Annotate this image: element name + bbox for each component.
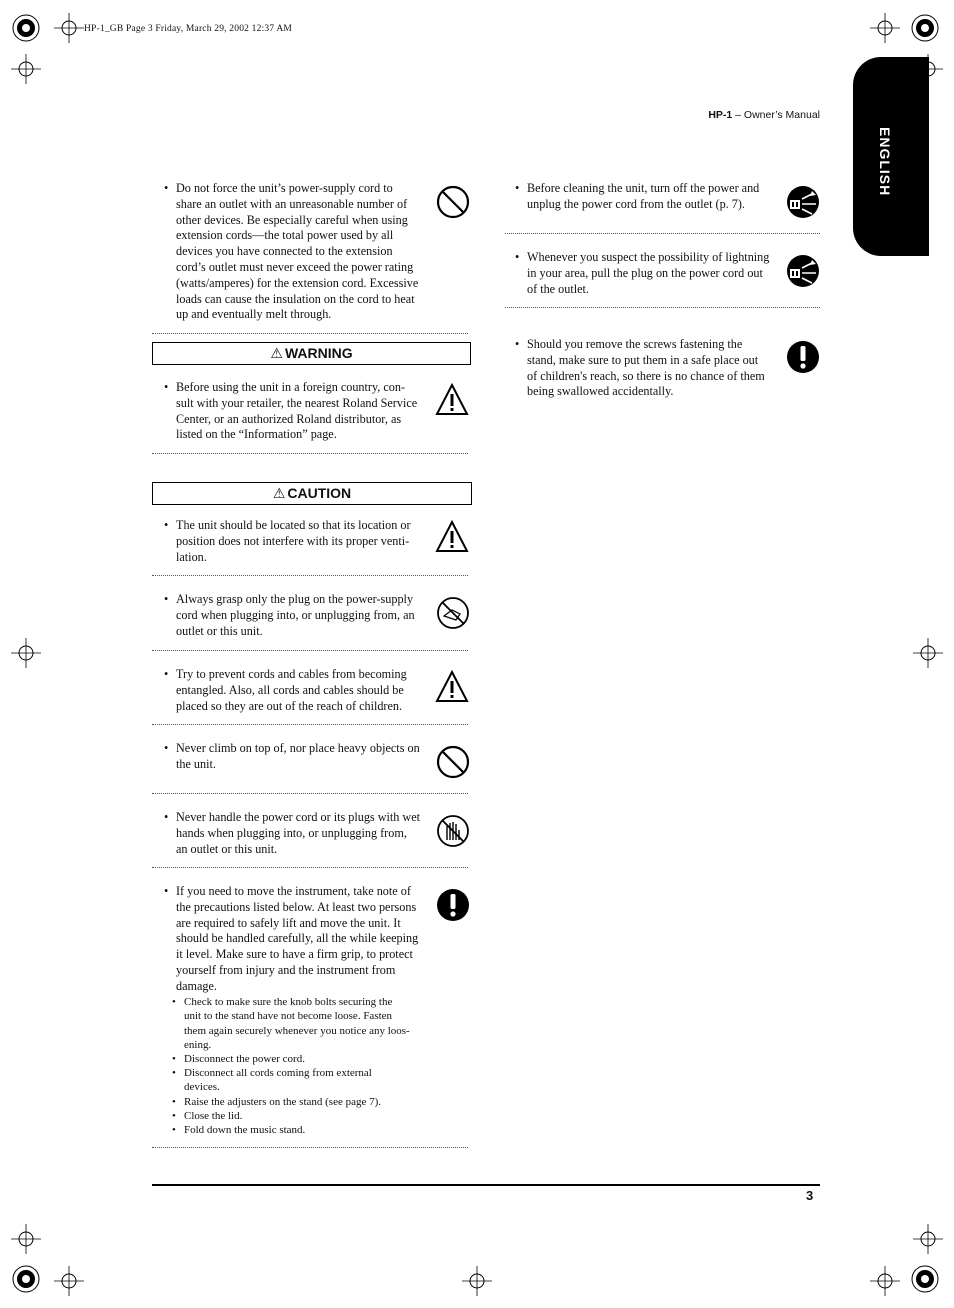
list-item: • Try to prevent cords and cables from becoming entangled. Also, all cords and cables should be placed so they are out of the reach of children. — [176, 667, 434, 714]
divider — [152, 453, 468, 454]
list-item: • Do not force the unit’s power-supply cord to share an outlet with an unreasonable number of other devices. Be especially careful when using extension cords—the total power used by all devices you have connected to the extension cord’s outlet must never exceed the power rating (watts/amperes) for the extension cord. Excessive loads can cause the insulation on the cord to heat up and eventually melt through. — [176, 181, 434, 323]
text-line: them again securely whenever you notice any loos- — [184, 1024, 410, 1037]
warning-triangle-icon — [435, 670, 469, 704]
text-line: position does not interfere with its proper venti- — [176, 533, 410, 548]
crosshair-mark-icon — [913, 638, 943, 668]
list-item: • Whenever you suspect the possibility of lightning in your area, pull the plug on the power cord out of the outlet. — [527, 250, 783, 297]
text-line: unplug the power cord from the outlet (p. 7). — [527, 196, 745, 211]
text-line: other devices. Be especially careful when using — [176, 212, 408, 227]
text-line: Before cleaning the unit, turn off the power and — [527, 181, 760, 195]
text-line: Before using the unit in a foreign country, con- — [176, 380, 406, 394]
prohibited-icon — [436, 185, 470, 219]
text-line: lation. — [176, 549, 207, 564]
unplug-icon — [786, 254, 820, 288]
crosshair-mark-icon — [54, 1266, 84, 1296]
text-line: Whenever you suspect the possibility of lightning — [527, 250, 770, 264]
divider — [152, 724, 468, 725]
text-line: the precautions listed below. At least two persons — [176, 899, 417, 914]
text-line: Center, or an authorized Roland distributor, as — [176, 411, 402, 426]
text-line: loads can cause the insulation on the cord to heat — [176, 291, 415, 306]
header-model: HP-1 — [708, 109, 733, 121]
sub-list-item: • Close the lid. — [184, 1109, 432, 1123]
text-line: an outlet or this unit. — [176, 841, 278, 856]
text-line: of the outlet. — [527, 281, 589, 296]
text-line: The unit should be located so that its location or — [176, 518, 411, 532]
text-line: yourself from injury and the instrument from — [176, 962, 396, 977]
divider — [505, 233, 820, 234]
text-line: are required to safely lift and move the unit. It — [176, 915, 401, 930]
footer-rule — [152, 1184, 820, 1186]
text-line: Do not force the unit’s power-supply cord to — [176, 181, 393, 195]
mandatory-action-icon — [436, 888, 470, 922]
text-line: Raise the adjusters on the stand (see page 7). — [184, 1096, 382, 1108]
text-line: entangled. Also, all cords and cables should be — [176, 682, 404, 697]
list-item: • Before using the unit in a foreign country, con- sult with your retailer, the nearest Roland Service Center, or an authorized Roland distributor, as listed on the “Information” page. — [176, 380, 434, 443]
text-line: of children's reach, so there is no chance of them — [527, 368, 765, 383]
divider — [152, 1147, 468, 1148]
text-line: Fold down the music stand. — [184, 1124, 306, 1136]
crosshair-mark-icon — [11, 1224, 41, 1254]
list-item: • Should you remove the screws fastening the stand, make sure to put them in a safe place out of children's reach, so there is no chance of them being swallowed accidentally. — [527, 337, 783, 400]
crosshair-mark-icon — [870, 13, 900, 43]
text-line: devices. — [184, 1081, 220, 1094]
text-line: placed so they are out of the reach of children. — [176, 698, 403, 713]
divider — [152, 333, 468, 334]
warning-triangle-icon: ⚠ — [270, 345, 283, 361]
text-line: (watts/amperes) for the extension cord. Excessive — [176, 275, 419, 290]
text-line: cord when plugging into, or unplugging from, an — [176, 607, 415, 622]
caution-header — [152, 482, 472, 505]
text-line: sult with your retailer, the nearest Roland Service — [176, 395, 418, 410]
text-line: cord’s outlet must never exceed the power rating — [176, 259, 414, 274]
crosshair-mark-icon — [870, 1266, 900, 1296]
text-line: unit to the stand have not become loose. Fasten — [184, 1010, 393, 1023]
text-line: damage. — [176, 978, 217, 993]
crosshair-mark-icon — [54, 13, 84, 43]
text-line: should be handled carefully, all the while keeping — [176, 931, 419, 946]
divider — [152, 793, 468, 794]
list-item: • The unit should be located so that its location or position does not interfere with its proper venti- lation. — [176, 518, 434, 565]
language-tab-label: ENGLISH — [877, 127, 893, 197]
text-line: Disconnect all cords coming from external — [184, 1067, 372, 1079]
text-line: in your area, pull the plug on the power cord out — [527, 265, 763, 280]
text-line: Always grasp only the plug on the power-supply — [176, 592, 414, 606]
text-line: Close the lid. — [184, 1110, 243, 1122]
sub-list-item: • Disconnect all cords coming from external devices. — [184, 1066, 432, 1095]
sub-list-item: • Disconnect the power cord. — [184, 1052, 432, 1066]
divider — [152, 867, 468, 868]
prohibited-icon — [436, 745, 470, 779]
text-line: Try to prevent cords and cables from becoming — [176, 667, 407, 681]
plug-grasp-icon — [436, 596, 470, 630]
text-line: listed on the “Information” page. — [176, 427, 337, 442]
caution-triangle-icon: ⚠ — [272, 485, 286, 501]
sub-list-item: • Raise the adjusters on the stand (see page 7). — [184, 1095, 432, 1109]
text-line: ening. — [184, 1039, 212, 1052]
page-number: 3 — [806, 1188, 814, 1203]
text-line: Never handle the power cord or its plugs with wet — [176, 810, 421, 824]
list-item: • Always grasp only the plug on the power-supply cord when plugging into, or unplugging from, an outlet or this unit. — [176, 592, 434, 639]
unplug-icon — [786, 185, 820, 219]
crosshair-mark-icon — [11, 638, 41, 668]
warning-label: WARNING — [284, 345, 353, 361]
list-item: • Never climb on top of, nor place heavy objects on the unit. — [176, 741, 434, 773]
crosshair-mark-icon — [462, 1266, 492, 1296]
text-line: Never climb on top of, nor place heavy objects on — [176, 741, 420, 755]
text-line: it level. Make sure to have a firm grip, to protect — [176, 947, 413, 962]
text-line: up and eventually melt through. — [176, 307, 332, 322]
divider — [152, 575, 468, 576]
no-wet-hands-icon — [436, 814, 470, 848]
text-line: Should you remove the screws fastening the — [527, 337, 743, 351]
divider — [505, 307, 820, 308]
registration-mark-icon — [910, 1264, 940, 1294]
print-slug: HP-1_GB Page 3 Friday, March 29, 2002 12:37 AM — [84, 24, 293, 34]
text-line: If you need to move the instrument, take note of — [176, 884, 411, 898]
running-header — [708, 109, 820, 121]
text-line: hands when plugging into, or unplugging from, — [176, 825, 407, 840]
text-line: being swallowed accidentally. — [527, 384, 674, 399]
registration-mark-icon — [11, 1264, 41, 1294]
warning-triangle-icon — [435, 383, 469, 417]
warning-header — [152, 342, 471, 365]
text-line: share an outlet with an unreasonable number of — [176, 196, 408, 211]
registration-mark-icon — [11, 13, 41, 43]
text-line: devices you have connected to the extension — [176, 244, 393, 259]
list-item: • Never handle the power cord or its plugs with wet hands when plugging into, or unplugging from, an outlet or this unit. — [176, 810, 434, 857]
language-tab — [853, 57, 929, 256]
list-item: • If you need to move the instrument, take note of the precautions listed below. At least two persons are required to safely lift and move the unit. It should be handled carefully, all the while keeping it level. Make sure to have a firm grip, to protect yourself from injury and the instrument from damage. — [176, 884, 434, 995]
sub-list-item: • Check to make sure the knob bolts securing the unit to the stand have not become loose. Fasten them again securely whenever you notice any loos- ening. — [184, 995, 432, 1053]
text-line: extension cords—the total power used by all — [176, 228, 394, 243]
header-title: – Owner’s Manual — [732, 109, 820, 121]
warning-triangle-icon — [435, 520, 469, 554]
crosshair-mark-icon — [913, 1224, 943, 1254]
text-line: Disconnect the power cord. — [184, 1053, 305, 1065]
crosshair-mark-icon — [11, 54, 41, 84]
caution-label: CAUTION — [287, 485, 352, 501]
divider — [152, 650, 468, 651]
text-line: the unit. — [176, 756, 216, 771]
sub-list-item: • Fold down the music stand. — [184, 1123, 432, 1137]
text-line: outlet or this unit. — [176, 623, 263, 638]
mandatory-action-icon — [786, 340, 820, 374]
list-item: • Before cleaning the unit, turn off the power and unplug the power cord from the outlet (p. 7). — [527, 181, 783, 213]
registration-mark-icon — [910, 13, 940, 43]
text-line: Check to make sure the knob bolts securing the — [184, 996, 393, 1008]
text-line: stand, make sure to put them in a safe place out — [527, 352, 759, 367]
